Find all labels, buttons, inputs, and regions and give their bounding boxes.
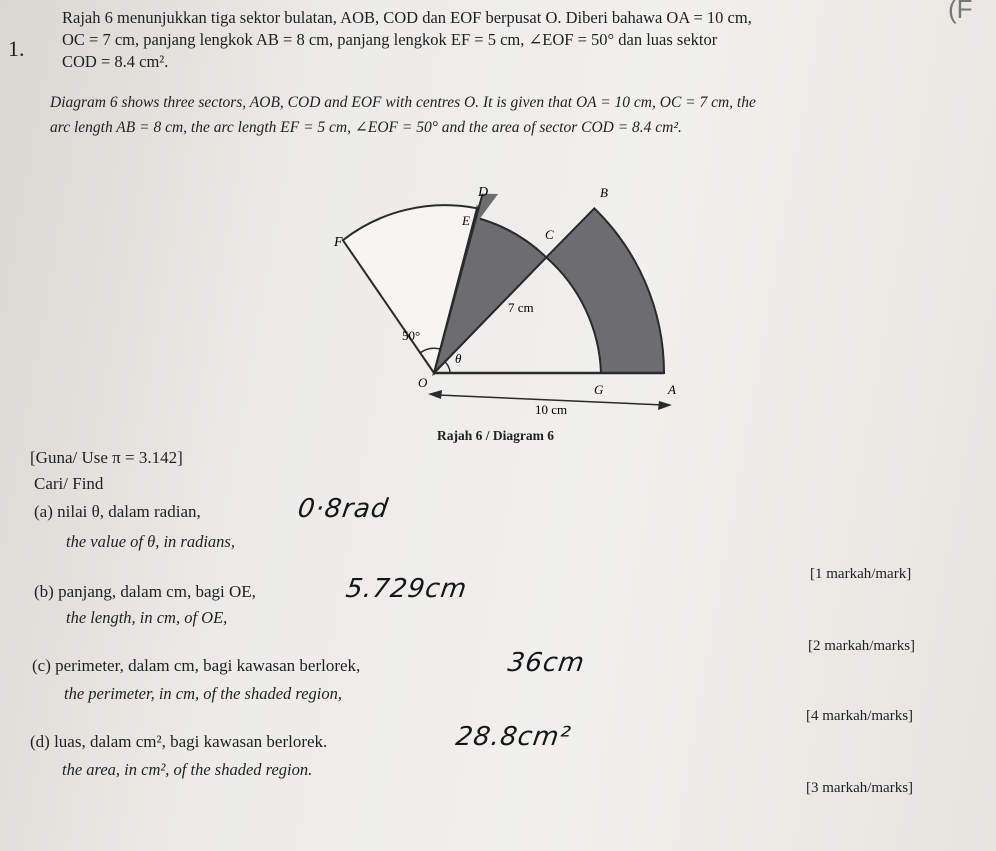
point-label-o: O bbox=[418, 375, 428, 390]
part-a-marks: [1 markah/mark] bbox=[810, 566, 912, 582]
diagram-caption: Rajah 6 / Diagram 6 bbox=[437, 428, 554, 443]
point-label-b: B bbox=[600, 185, 608, 200]
part-c-answer: 36cm bbox=[505, 648, 587, 678]
part-a-ms: (a) nilai θ, dalam radian, bbox=[34, 502, 201, 521]
shaded-ring-region bbox=[546, 208, 664, 373]
part-d-ms: (d) luas, dalam cm², bagi kawasan berlorek. bbox=[30, 732, 328, 751]
pi-note: [Guna/ Use π = 3.142] bbox=[30, 448, 183, 467]
point-label-e: E bbox=[462, 213, 470, 228]
corner-mark: (F bbox=[948, 0, 973, 24]
part-c-marks: [4 markah/marks] bbox=[806, 708, 914, 724]
point-label-f: F bbox=[334, 235, 343, 250]
part-d-en: the area, in cm², of the shaded region. bbox=[62, 760, 313, 779]
find-label: Cari/ Find bbox=[34, 474, 104, 493]
question-text-ms-line3: COD = 8.4 cm². bbox=[62, 52, 169, 71]
label-50-degrees: 50° bbox=[402, 328, 421, 343]
angle-arc-theta bbox=[445, 362, 450, 372]
question-text-en-line2: arc length AB = 8 cm, the arc length EF = 5 cm, ∠EOF = 50° and the area of sector COD = 8.4 cm². bbox=[50, 119, 682, 136]
part-c-en: the perimeter, in cm, of the shaded region, bbox=[64, 684, 343, 703]
label-theta: θ bbox=[455, 351, 462, 366]
label-7cm: 7 cm bbox=[508, 300, 534, 315]
arrowhead-right bbox=[658, 401, 672, 410]
part-d-answer: 28.8cm² bbox=[453, 722, 574, 752]
question-text-ms-line1: Rajah 6 menunjukkan tiga sektor bulatan, AOB, COD dan EOF berpusat O. Diberi bahawa OA = 10 cm, bbox=[62, 8, 752, 27]
point-label-a: A bbox=[668, 382, 676, 397]
question-number: 1. bbox=[8, 36, 25, 61]
part-b-ms: (b) panjang, dalam cm, bagi OE, bbox=[34, 582, 256, 601]
point-label-g: G bbox=[594, 382, 604, 397]
arrowhead-left bbox=[428, 390, 442, 399]
part-a-en: the value of θ, in radians, bbox=[66, 532, 235, 551]
part-b-answer: 5.729cm bbox=[343, 574, 470, 604]
part-c-ms: (c) perimeter, dalam cm, bagi kawasan berlorek, bbox=[32, 656, 361, 675]
question-text-ms-line2: OC = 7 cm, panjang lengkok AB = 8 cm, panjang lengkok EF = 5 cm, ∠EOF = 50° dan luas sektor bbox=[62, 30, 718, 49]
part-d-marks: [3 markah/marks] bbox=[806, 780, 914, 796]
part-a-answer: 0·8rad bbox=[295, 494, 391, 524]
point-label-d: D bbox=[478, 185, 489, 200]
label-10cm: 10 cm bbox=[535, 402, 568, 417]
part-b-marks: [2 markah/marks] bbox=[808, 638, 916, 654]
question-text-en-line1: Diagram 6 shows three sectors, AOB, COD and EOF with centres O. It is given that OA = 10 cm, OC = 7 cm, the bbox=[50, 94, 756, 111]
part-b-en: the length, in cm, of OE, bbox=[66, 608, 228, 627]
point-label-c: C bbox=[545, 227, 554, 242]
